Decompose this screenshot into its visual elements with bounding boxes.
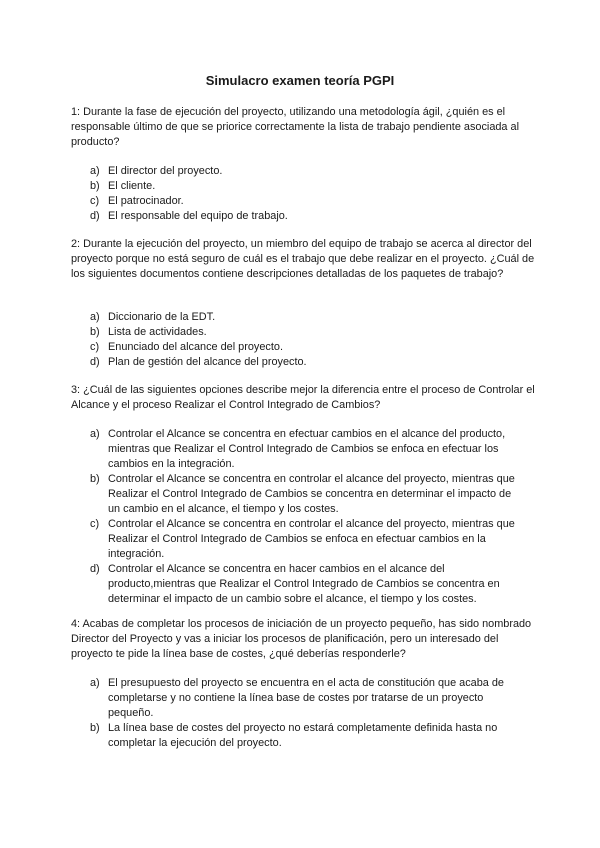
- option: [90, 355, 522, 370]
- option-letter: c): [90, 195, 100, 207]
- option-letter: c): [90, 341, 100, 353]
- option-text: El presupuesto del proyecto se encuentra en el acta de constitución que acaba de completarse y no contiene la línea base de costes por tratarse de un proyecto pequeño.: [108, 677, 504, 719]
- option-letter: b): [90, 326, 100, 338]
- option-text: Controlar el Alcance se concentra en efectuar cambios en el alcance del producto, mientras que Realizar el Control Integrado de Cambios se enfoca en efectuar los cambios en la integración.: [108, 428, 506, 470]
- option-letter: a): [90, 165, 100, 177]
- option-text: Lista de actividades.: [108, 326, 207, 338]
- option-text: Diccionario de la EDT.: [108, 311, 216, 323]
- option-text: La línea base de costes del proyecto no estará completamente definida hasta no completar la ejecución del proyecto.: [108, 722, 498, 749]
- option: [90, 472, 522, 517]
- question-2: 2: Durante la ejecución del proyecto, un miembro del equipo de trabajo se acerca al director del proyecto porque no está seguro de cuál es el trabajo que debe realizar en el proyecto. ¿Cuál de los siguientes documentos contiene descripciones detalladas de los paquetes de trabajo?: [71, 238, 535, 280]
- option-letter: d): [90, 210, 100, 222]
- option: [90, 676, 522, 721]
- option-text: El director del proyecto.: [108, 165, 223, 177]
- option-text: Controlar el Alcance se concentra en hacer cambios en el alcance del producto,mientras que Realizar el Control Integrado de Cambios se concentra en determinar el impacto de un cambio sobre el alcance, el tiempo y los costes.: [108, 563, 500, 605]
- option: [90, 562, 522, 607]
- option-letter: b): [90, 473, 100, 485]
- question-2-options: [90, 310, 522, 370]
- option: [90, 517, 522, 562]
- option-letter: a): [90, 428, 100, 440]
- option: [90, 194, 522, 209]
- question-4: 4: Acabas de completar los procesos de iniciación de un proyecto pequeño, has sido nombrado Director del Proyecto y vas a iniciar los procesos de planificación, pero un interesado del proyecto te pide la línea base de costes, ¿qué deberías responderle?: [71, 618, 532, 660]
- page-title: Simulacro examen teoría PGPI: [205, 73, 395, 88]
- option-text: El patrocinador.: [108, 195, 184, 207]
- option-letter: c): [90, 518, 100, 530]
- question-1: 1: Durante la fase de ejecución del proyecto, utilizando una metodología ágil, ¿quién es el responsable último de que se priorice correctamente la lista de trabajo pendiente asociada al producto?: [71, 106, 519, 148]
- option-text: El responsable del equipo de trabajo.: [108, 210, 288, 222]
- option-text: Controlar el Alcance se concentra en controlar el alcance del proyecto, mientras que Realizar el Control Integrado de Cambios se enfoca en efectuar cambios en la integración.: [108, 518, 515, 560]
- question-3-options: [90, 427, 522, 607]
- option: [90, 325, 522, 340]
- question-3: 3: ¿Cuál de las siguientes opciones describe mejor la diferencia entre el proceso de Controlar el Alcance y el proceso Realizar el Control Integrado de Cambios?: [71, 384, 535, 411]
- option-letter: a): [90, 311, 100, 323]
- option-letter: b): [90, 180, 100, 192]
- option-letter: d): [90, 356, 100, 368]
- option-text: Enunciado del alcance del proyecto.: [108, 341, 283, 353]
- option-letter: a): [90, 677, 100, 689]
- option-letter: b): [90, 722, 100, 734]
- option-text: Controlar el Alcance se concentra en controlar el alcance del proyecto, mientras que Realizar el Control Integrado de Cambios se concentra en determinar el impacto de un cambio en el alcance, el tiempo y los costes.: [108, 473, 515, 515]
- option-text: El cliente.: [108, 180, 156, 192]
- option-text: Plan de gestión del alcance del proyecto.: [108, 356, 307, 368]
- question-1-options: [90, 164, 522, 224]
- option: [90, 340, 522, 355]
- option: [90, 310, 522, 325]
- option: [90, 209, 522, 224]
- option: [90, 179, 522, 194]
- option: [90, 164, 522, 179]
- option: [90, 721, 522, 751]
- option-letter: d): [90, 563, 100, 575]
- option: [90, 427, 522, 472]
- question-4-options: [90, 676, 522, 751]
